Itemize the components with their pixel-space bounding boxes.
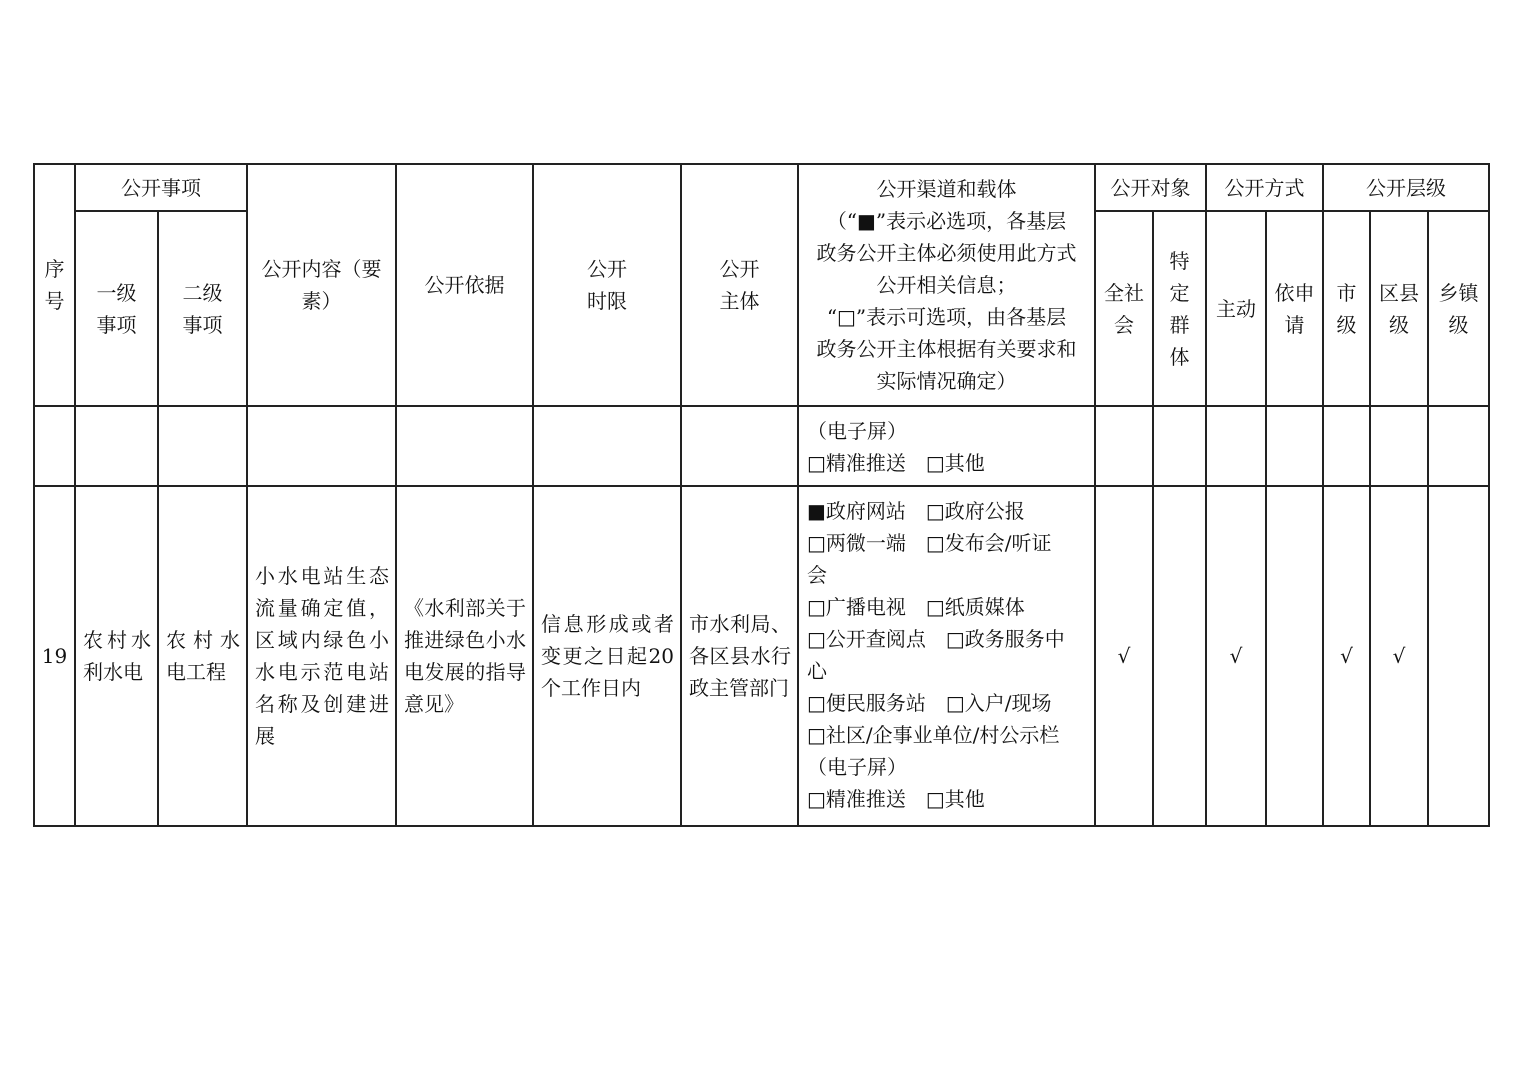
cont-channel-line: （电子屏） — [807, 419, 907, 443]
row-level1-text: 农村水利水电 — [83, 628, 151, 684]
cont-cell-level1 — [75, 406, 158, 486]
cont-cell-content — [247, 406, 396, 486]
row-level1 — [75, 486, 158, 826]
cont-cell-method-request — [1266, 406, 1323, 486]
header-level-district — [1370, 211, 1428, 406]
header-subject — [681, 164, 798, 406]
header-channel-note-1: 政务公开主体必须使用此方式 — [816, 241, 1077, 265]
header-channel-title: 公开渠道和载体 — [876, 177, 1017, 201]
header-level-town — [1428, 211, 1489, 406]
channel-line: ■政府网站 □政府公报 — [807, 499, 1025, 523]
row-level2 — [158, 486, 247, 826]
table-row — [34, 486, 1489, 826]
row-seq: 19 — [34, 486, 75, 826]
row-content — [247, 486, 396, 826]
header-content-text: 公开内容（要素） — [261, 257, 382, 313]
header-level1 — [75, 211, 158, 406]
header-channel-note-4: 政务公开主体根据有关要求和 — [816, 337, 1077, 361]
header-basis: 公开依据 — [396, 164, 533, 406]
row-level-town-check — [1428, 486, 1489, 826]
row-time-limit-text: 信息形成或者变更之日起20个工作日内 — [541, 612, 674, 700]
row-channels — [798, 486, 1095, 826]
continuation-row — [34, 406, 1489, 486]
row-method-request-check — [1266, 486, 1323, 826]
cont-cell-subject — [681, 406, 798, 486]
header-channel-note-3: “□”表示可选项，由各基层 — [826, 305, 1067, 329]
cont-cell-time — [533, 406, 681, 486]
header-level-city — [1323, 211, 1370, 406]
header-target-specific — [1153, 211, 1206, 406]
row-time-limit — [533, 486, 681, 826]
row-method-active-check: √ — [1206, 486, 1266, 826]
channel-line: □两微一端 □发布会/听证 — [807, 531, 1052, 555]
header-target-specific-text: 特定群体 — [1169, 248, 1190, 369]
row-subject-text: 市水利局、各区县水行政主管部门 — [689, 612, 791, 700]
cont-cell-seq — [34, 406, 75, 486]
header-row-1 — [34, 164, 1489, 211]
cont-cell-channels — [798, 406, 1095, 486]
channel-line: □公开查阅点 □政务服务中 — [807, 627, 1065, 651]
row-level-district-check: √ — [1370, 486, 1428, 826]
header-channel-note-5: 实际情况确定） — [876, 369, 1017, 393]
cont-cell-level-city — [1323, 406, 1370, 486]
header-level: 公开层级 — [1323, 164, 1489, 211]
header-target-all — [1095, 211, 1153, 406]
channel-line: 心 — [807, 659, 827, 683]
row-target-specific-check — [1153, 486, 1206, 826]
header-method-request — [1266, 211, 1323, 406]
header-target: 公开对象 — [1095, 164, 1206, 211]
header-level2-text: 二级事项 — [182, 280, 223, 337]
header-time-limit — [533, 164, 681, 406]
header-seq — [34, 164, 75, 406]
header-seq-text: 序号 — [44, 257, 65, 313]
header-level-town-text: 乡镇级 — [1438, 280, 1479, 337]
header-level-district-text: 区县级 — [1379, 280, 1419, 337]
header-method: 公开方式 — [1206, 164, 1323, 211]
disclosure-table — [33, 163, 1490, 827]
header-channel-note-0: （“■”表示必选项，各基层 — [826, 209, 1067, 233]
channel-line: （电子屏） — [807, 755, 907, 779]
channel-line: □社区/企事业单位/村公示栏 — [807, 723, 1060, 747]
header-target-all-text: 全社会 — [1104, 280, 1144, 337]
row-basis — [396, 486, 533, 826]
channel-line: 会 — [807, 563, 827, 587]
cont-cell-level-district — [1370, 406, 1428, 486]
header-time-limit-text: 公开时限 — [587, 257, 627, 313]
channel-line: □精准推送 □其他 — [807, 787, 985, 811]
channel-line: □广播电视 □纸质媒体 — [807, 595, 1025, 619]
row-subject — [681, 486, 798, 826]
cont-cell-method-active — [1206, 406, 1266, 486]
header-method-active: 主动 — [1206, 211, 1266, 406]
header-level2 — [158, 211, 247, 406]
cont-cell-target-specific — [1153, 406, 1206, 486]
header-channel-note-2: 公开相关信息； — [876, 273, 1017, 297]
row-target-all-check: √ — [1095, 486, 1153, 826]
header-level-city-text: 市级 — [1336, 280, 1357, 337]
header-level1-text: 一级事项 — [96, 280, 137, 337]
cont-cell-level2 — [158, 406, 247, 486]
header-channel — [798, 164, 1095, 406]
header-content — [247, 164, 396, 406]
header-method-request-text: 依申请 — [1274, 280, 1315, 337]
cont-cell-basis — [396, 406, 533, 486]
header-subject-text: 公开主体 — [719, 257, 760, 313]
row-basis-text: 《水利部关于推进绿色小水电发展的指导意见》 — [404, 596, 526, 716]
header-matters: 公开事项 — [75, 164, 247, 211]
cont-channel-line: □精准推送 □其他 — [807, 451, 985, 475]
row-level2-text: 农村水电工程 — [166, 628, 240, 684]
channel-line: □便民服务站 □入户/现场 — [807, 691, 1052, 715]
cont-cell-level-town — [1428, 406, 1489, 486]
row-content-text: 小水电站生态流量确定值，区域内绿色小水电示范电站名称及创建进展 — [255, 564, 389, 748]
row-level-city-check: √ — [1323, 486, 1370, 826]
cont-cell-target-all — [1095, 406, 1153, 486]
